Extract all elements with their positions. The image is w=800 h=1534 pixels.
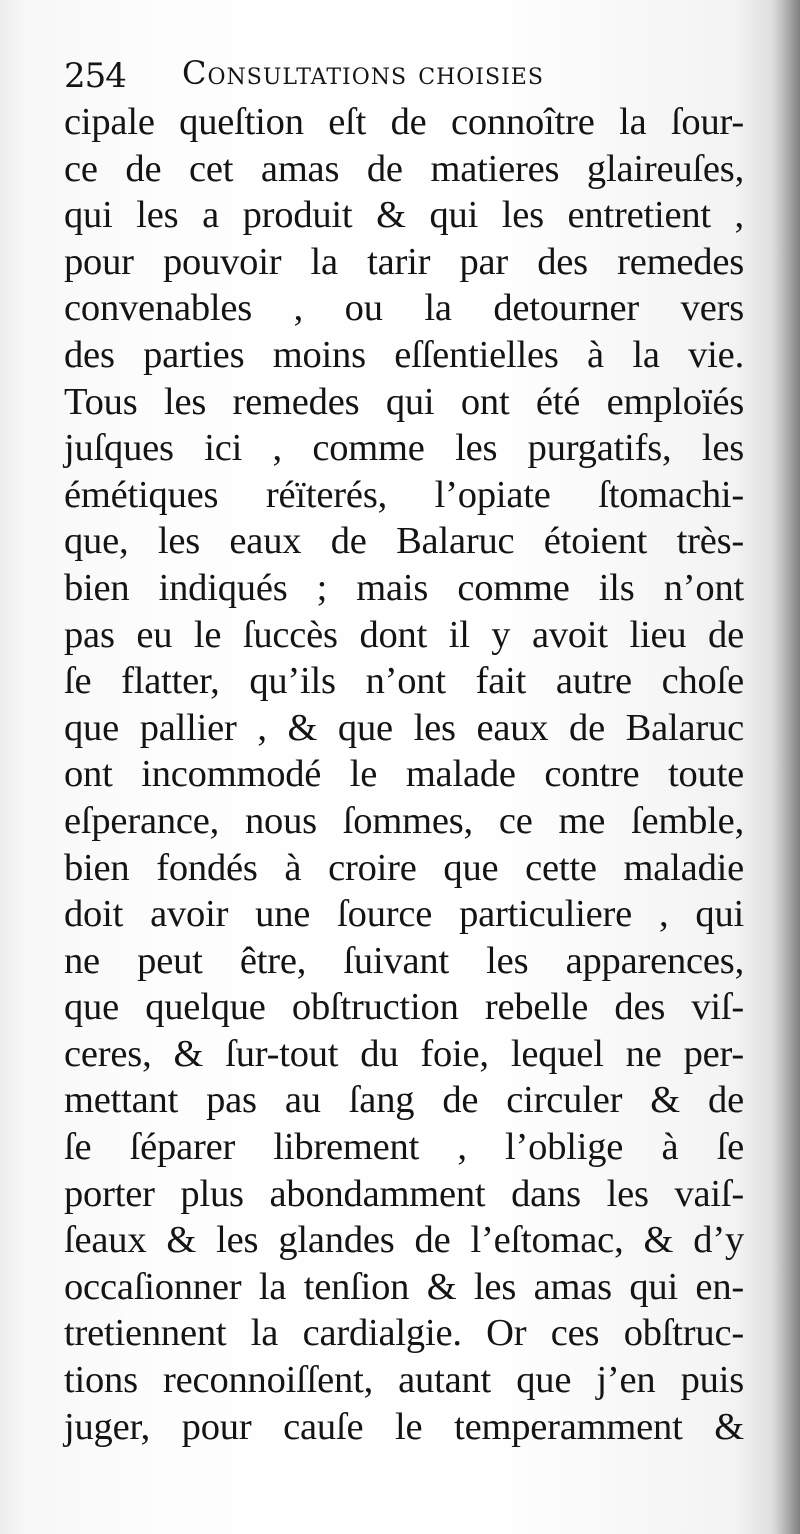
text-line: mettant pas au ſang de circuler & de — [64, 1079, 744, 1122]
page-edge-shadow — [772, 0, 800, 1534]
text-line: tions reconnoiſſent, autant que j’en puis — [64, 1359, 744, 1402]
text-line: ne peut être, ſuivant les apparences, — [64, 939, 744, 982]
text-line: cipale queſtion eſt de connoître la ſour- — [64, 101, 744, 143]
text-line: ceres, & ſur-tout du foie, lequel ne per- — [64, 1032, 744, 1075]
text-line: ont incommodé le malade contre toute — [64, 753, 744, 796]
text-line: doit avoir une ſource particuliere , qui — [64, 893, 744, 936]
text-line: ſeaux & les glandes de l’eſtomac, & d’y — [64, 1219, 744, 1262]
text-line: occaſionner la tenſion & les amas qui en- — [64, 1265, 744, 1308]
text-line: des parties moins eſſentielles à la vie. — [64, 333, 744, 376]
text-line: Tous les remedes qui ont été emploïés — [64, 380, 744, 423]
text-line: pour pouvoir la tarir par des remedes — [64, 240, 744, 283]
text-line: qui les a produit & qui les entretient , — [64, 194, 744, 237]
body-text — [64, 99, 744, 1450]
text-line: bien fondés à croire que cette maladie — [64, 846, 744, 889]
text-line: eſperance, nous ſommes, ce me ſemble, — [64, 799, 744, 842]
text-line: ſe ſéparer librement , l’oblige à ſe — [64, 1126, 744, 1169]
page-header — [64, 52, 704, 100]
text-line: ce de cet amas de matieres glaireuſes, — [64, 147, 744, 190]
text-line: que pallier , & que les eaux de Balaruc — [64, 706, 744, 749]
text-line: émétiques réïterés, l’opiate ſtomachi- — [64, 473, 744, 516]
text-line: juger, pour cauſe le temperamment & — [64, 1405, 744, 1448]
text-line: que, les eaux de Balaruc étoient très- — [64, 520, 744, 563]
page-number: 254 — [64, 56, 126, 96]
text-line: ſe flatter, qu’ils n’ont fait autre choſe — [64, 660, 744, 703]
text-line: convenables , ou la detourner vers — [64, 287, 744, 330]
text-line: juſques ici , comme les purgatifs, les — [64, 427, 744, 470]
text-line: que quelque obſtruction rebelle des viſ- — [64, 986, 744, 1029]
running-title: Consultations choisies — [182, 54, 544, 92]
text-line: bien indiqués ; mais comme ils n’ont — [64, 566, 744, 609]
text-line: pas eu le ſuccès dont il y avoit lieu de — [64, 613, 744, 656]
text-line: tretiennent la cardialgie. Or ces obſtruc- — [64, 1312, 744, 1355]
text-line: porter plus abondamment dans les vaiſ- — [64, 1172, 744, 1215]
